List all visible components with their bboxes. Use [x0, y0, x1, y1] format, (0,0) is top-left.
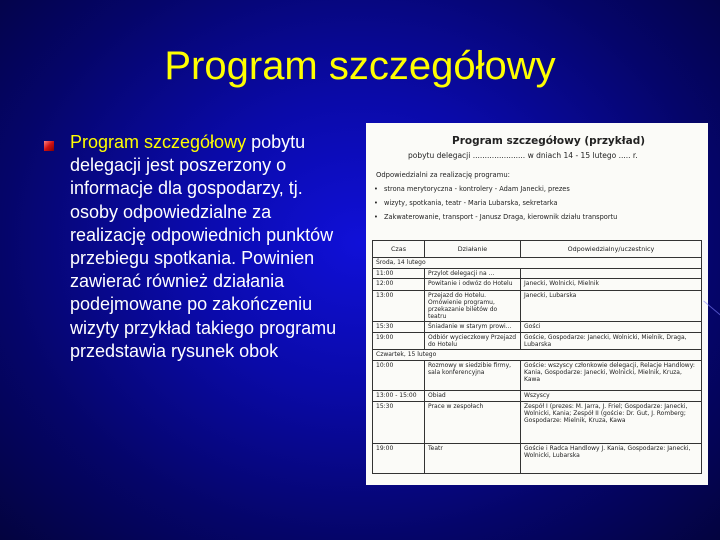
time-cell: 15:30 — [373, 322, 425, 333]
table-row — [373, 361, 702, 391]
col-dzialanie: Działanie — [425, 241, 521, 258]
who-cell: Janecki, Lubarska — [521, 291, 702, 322]
table-row — [373, 444, 702, 474]
action-cell: Rozmowy w siedzibie firmy, sala konferencyjna — [425, 361, 521, 391]
time-cell: 10:00 — [373, 361, 425, 391]
table-row — [373, 322, 702, 333]
time-cell: 15:30 — [373, 402, 425, 444]
schedule-table — [372, 240, 702, 474]
bullet-highlight: Program szczegółowy — [70, 132, 247, 152]
doc-responsible-item — [374, 185, 570, 193]
table-row — [373, 291, 702, 322]
table-row — [373, 402, 702, 444]
col-odpowiedzialny: Odpowiedzialny/uczestnicy — [521, 241, 702, 258]
time-cell: 13:00 — [373, 291, 425, 322]
time-cell: 19:00 — [373, 444, 425, 474]
doc-subtitle: pobytu delegacji ...................... w dniach 14 - 15 lutego ..... r. — [408, 151, 638, 160]
bullet-body: pobytu delegacji jest poszerzony o informacje dla gospodarzy, tj. osoby odpowiedzialne za realizację odpowiednich punktów przebiegu spotkania. Powinien zawierać również działania podejmowane po zakończeniu wizyty przykład takiego programu przedstawia rysunek obok — [70, 132, 337, 361]
table-row — [373, 269, 702, 279]
doc-responsible-bullet: • — [374, 185, 378, 193]
doc-responsible-heading: Odpowiedzialni za realizację programu: — [376, 171, 510, 179]
doc-title: Program szczegółowy (przykład) — [452, 135, 646, 147]
action-cell: Teatr — [425, 444, 521, 474]
who-cell — [521, 269, 702, 279]
action-cell: Przejazd do Hotelu. Omówienie programu, przekazanie biletów do teatru — [425, 291, 521, 322]
program-document-image — [366, 123, 708, 485]
col-czas: Czas — [373, 241, 425, 258]
table-row — [373, 391, 702, 402]
bullet-text — [70, 131, 352, 363]
who-cell: Goście, Gospodarze: Janecki, Wolnicki, Mielnik, Draga, Lubarska — [521, 333, 702, 350]
doc-responsible-bullet: • — [374, 213, 378, 221]
action-cell: Śniadanie w starym prowi... — [425, 322, 521, 333]
action-cell: Prace w zespołach — [425, 402, 521, 444]
time-cell: 19:00 — [373, 333, 425, 350]
day-cell: Środa, 14 lutego — [373, 258, 702, 269]
action-cell: Powitanie i odwóz do Hotelu — [425, 279, 521, 291]
day-cell: Czwartek, 15 lutego — [373, 350, 702, 361]
doc-responsible-item — [374, 213, 617, 221]
who-cell: Zespół I (prezes: M. Jarra, J. Friel; Gospodarze: Janecki, Wolnicki, Kania; Zespół II (goście: Dr. Gut, J. Romberg; Gospodarze: Mielnik, Kruza, Kawa — [521, 402, 702, 444]
doc-responsible-text: strona merytoryczna - kontrolery - Adam Janecki, prezes — [384, 185, 570, 193]
table-row — [373, 279, 702, 291]
table-row — [373, 258, 702, 269]
who-cell: Gości — [521, 322, 702, 333]
who-cell: Goście: wszyscy członkowie delegacji, Relacje Handlowy: Kania, Gospodarze: Janecki, Wolnicki, Mielnik, Kruza, Kawa — [521, 361, 702, 391]
table-row — [373, 350, 702, 361]
time-cell: 11:00 — [373, 269, 425, 279]
table-row — [373, 333, 702, 350]
doc-responsible-text: Zakwaterowanie, transport - Janusz Draga, kierownik działu transportu — [384, 213, 618, 221]
doc-responsible-bullet: • — [374, 199, 378, 207]
action-cell: Obiad — [425, 391, 521, 402]
who-cell: Wszyscy — [521, 391, 702, 402]
doc-responsible-item — [374, 199, 558, 207]
slide-title: Program szczegółowy — [164, 44, 556, 88]
who-cell: Janecki, Wolnicki, Mielnik — [521, 279, 702, 291]
action-cell: Odbiór wycieczkowy Przejazd do Hotelu — [425, 333, 521, 350]
action-cell: Przylot delegacji na ... — [425, 269, 521, 279]
bullet-square-icon — [44, 141, 54, 151]
time-cell: 13:00 - 15:00 — [373, 391, 425, 402]
time-cell: 12:00 — [373, 279, 425, 291]
who-cell: Goście i Radca Handlowy J. Kania, Gospodarze: Janecki, Wolnicki, Lubarska — [521, 444, 702, 474]
doc-responsible-text: wizyty, spotkania, teatr - Maria Lubarska, sekretarka — [384, 199, 558, 207]
